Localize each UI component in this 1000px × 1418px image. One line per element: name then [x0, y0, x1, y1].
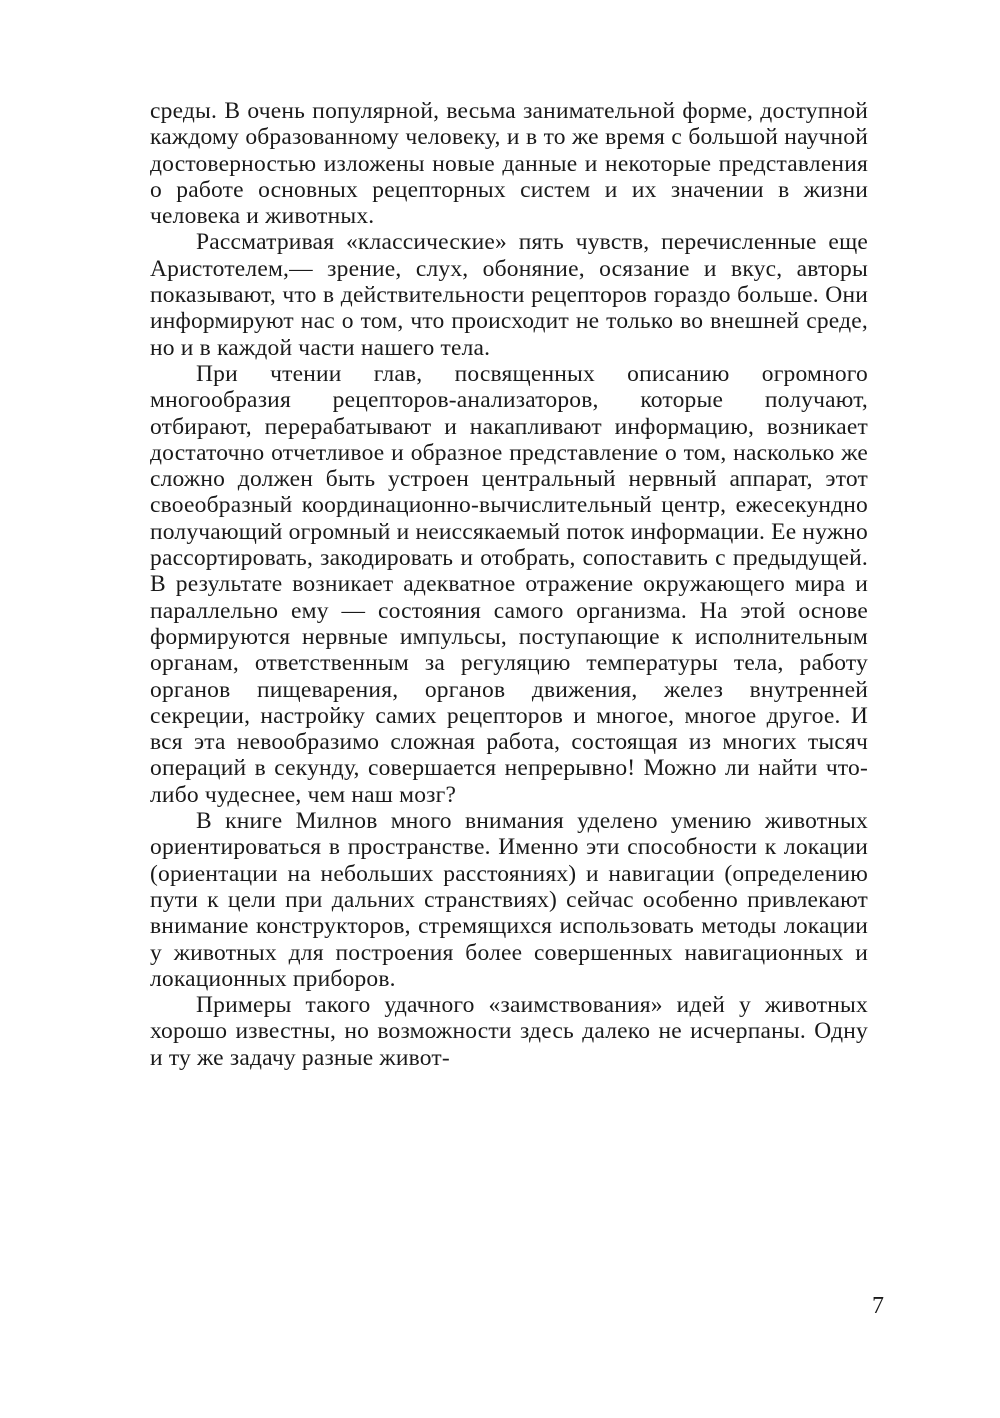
- paragraph-4: В книге Милнов много внимания уделено умению животных ориентироваться в пространстве. Именно эти способности к локации (ориентации на небольших расстояниях) и навигации (определению пути к цели при дальних странствиях) сейчас особенно привлекают внимание конструкторов, стремящихся использовать методы локации у животных для построения более совершенных навигационных и локационных приборов.: [150, 808, 868, 992]
- paragraph-3: При чтении глав, посвященных описанию огромного многообразия рецепторов-анализаторов, которые получают, отбирают, перерабатывают и накапливают информацию, возникает достаточно отчетливое и образное представление о том, насколько же сложно должен быть устроен центральный нервный аппарат, этот своеобразный координационно-вычислительный центр, ежесекундно получающий огромный и неиссякаемый поток информации. Ее нужно рассортировать, закодировать и отобрать, сопоставить с предыдущей. В результате возникает адекватное отражение окружающего мира и параллельно ему — состояния самого организма. На этой основе формируются нервные импульсы, поступающие к исполнительным органам, ответственным за регуляцию температуры тела, работу органов пищеварения, органов движения, желез внутренней секреции, настройку самих рецепторов и многое, многое другое. И вся эта невообразимо сложная работа, состоящая из многих тысяч операций в секунду, совершается непрерывно! Можно ли найти что-либо чудеснее, чем наш мозг?: [150, 360, 868, 808]
- paragraph-1: среды. В очень популярной, весьма занимательной форме, доступной каждому образованному человеку, и в то же время с большой научной достоверностью изложены новые данные и некоторые представления о работе основных рецепторных систем и их значении в жизни человека и животных.: [150, 98, 868, 230]
- page-number: 7: [872, 1293, 884, 1319]
- paragraph-2: Рассматривая «классические» пять чувств, перечисленные еще Аристотелем,— зрение, слух, обоняние, осязание и вкус, авторы показывают, что в действительности рецепторов гораздо больше. Они информируют нас о том, что происходит не только во внешней среде, но и в каждой части нашего тела.: [150, 229, 868, 361]
- body-text: [150, 98, 868, 1071]
- paragraph-5: Примеры такого удачного «заимствования» идей у животных хорошо известны, но возможности здесь далеко не исчерпаны. Одну и ту же задачу разные живот-: [150, 992, 868, 1071]
